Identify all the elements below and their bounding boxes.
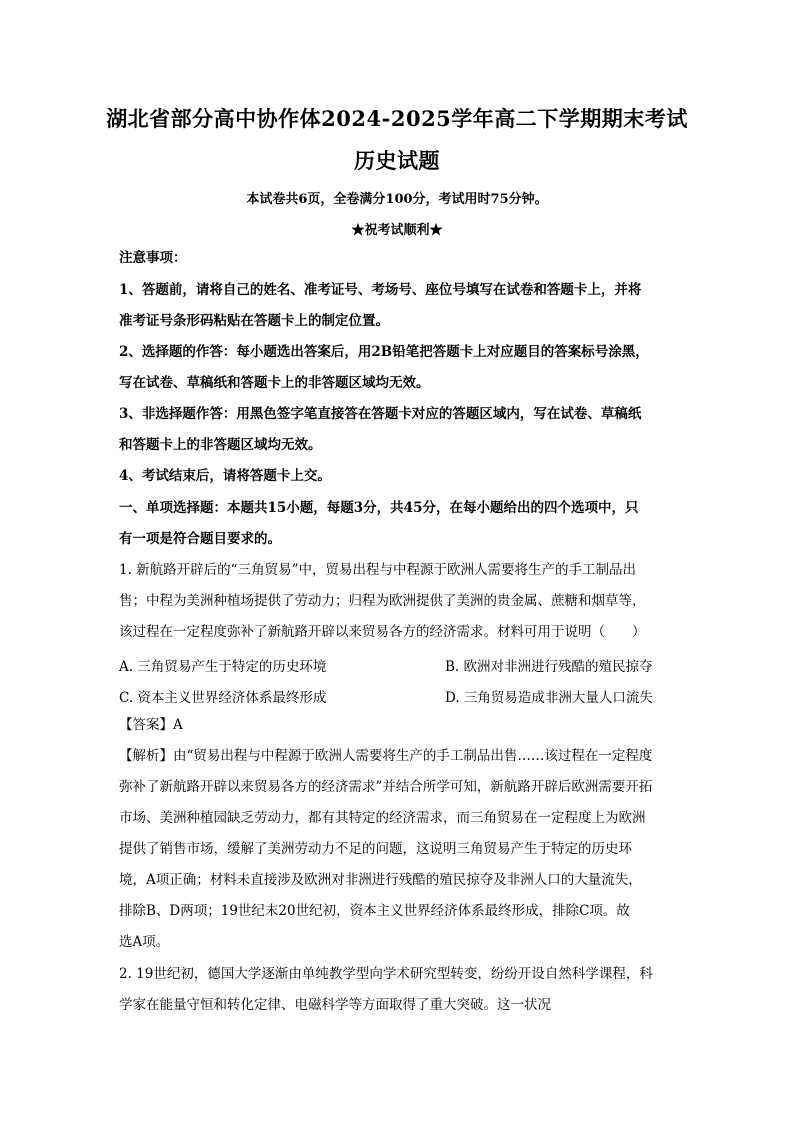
q1-analysis-line-7: 选A项。	[119, 934, 170, 950]
q1-stem-line-2: 售；中程为美洲种植场提供了劳动力；归程为欧洲提供了美洲的贵金属、蔗糖和烟草等，	[119, 593, 646, 609]
q1-analysis-line-1: 【解析】由“贸易出程与中程源于欧洲人需要将生产的手工制品出售……该过程在一定程度	[119, 748, 653, 764]
note-1-line-2: 准考证号条形码粘贴在答题卡上的制定位置。	[119, 313, 389, 329]
q1-analysis-line-6: 排除B、D两项；19世纪末20世纪初，资本主义世界经济体系最终形成，排除C项。故	[119, 903, 630, 919]
q1-option-b: B. 欧洲对非洲进行残酷的殖民掠夺	[445, 659, 653, 675]
section-heading-line-1: 一、单项选择题：本题共15小题，每题3分，共45分，在每小题给出的四个选项中，只	[119, 500, 639, 516]
q1-answer: 【答案】A	[119, 717, 183, 733]
q1-option-a: A. 三角贸易产生于特定的历史环境	[119, 659, 327, 675]
notes-heading: 注意事项：	[119, 250, 187, 266]
q1-analysis-line-2: 弥补了新航路开辟以来贸易各方的经济需求”并结合所学可知，新航路开辟后欧洲需要开拓	[119, 779, 653, 795]
note-3-line-2: 和答题卡上的非答题区域均无效。	[119, 437, 322, 453]
note-1-line-1: 1、答题前，请将自己的姓名、准考证号、考场号、座位号填写在试卷和答题卡上，并将	[119, 282, 642, 298]
section-heading-line-2: 有一项是符合题目要求的。	[119, 531, 281, 547]
exam-title: 湖北省部分高中协作体2024-2025学年高二下学期期末考试	[106, 106, 688, 131]
q2-stem-line-1: 2. 19世纪初，德国大学逐渐由单纯教学型向学术研究型转变，纷纷开设自然科学课程，科	[119, 966, 653, 982]
note-4: 4、考试结束后，请将答题卡上交。	[119, 468, 331, 484]
good-luck-wish: ★祝考试顺利★	[351, 223, 443, 238]
q2-stem-line-2: 学家在能量守恒和转化定律、电磁科学等方面取得了重大突破。这一状况	[119, 997, 551, 1013]
q1-stem-line-3: 该过程在一定程度弥补了新航路开辟以来贸易各方的经济需求。材料可用于说明（ ）	[119, 624, 646, 640]
note-3-line-1: 3、非选择题作答：用黑色签字笔直接答在答题卡对应的答题区域内，写在试卷、草稿纸	[119, 406, 642, 422]
q1-analysis-line-5: 境，A项正确；材料未直接涉及欧洲对非洲进行残酷的殖民掠夺及非洲人口的大量流失，	[119, 872, 642, 888]
q1-option-c: C. 资本主义世界经济体系最终形成	[119, 690, 327, 706]
q1-option-d: D. 三角贸易造成非洲大量人口流失	[445, 690, 653, 706]
exam-info: 本试卷共6页，全卷满分100分，考试用时75分钟。	[246, 192, 548, 207]
note-2-line-2: 写在试卷、草稿纸和答题卡上的非答题区域均无效。	[119, 375, 430, 391]
q1-analysis-line-4: 提供了销售市场，缓解了美洲劳动力不足的问题，这说明三角贸易产生于特定的历史环	[119, 841, 632, 857]
q1-analysis-line-3: 市场、美洲种植园缺乏劳动力，都有其特定的经济需求，而三角贸易在一定程度上为欧洲	[119, 810, 646, 826]
note-2-line-1: 2、选择题的作答：每小题选出答案后，用2B铅笔把答题卡上对应题目的答案标号涂黑，	[119, 344, 649, 360]
exam-subject-title: 历史试题	[354, 148, 440, 173]
q1-stem-line-1: 1. 新航路开辟后的“三角贸易”中，贸易出程与中程源于欧洲人需要将生产的手工制品出	[119, 562, 636, 578]
